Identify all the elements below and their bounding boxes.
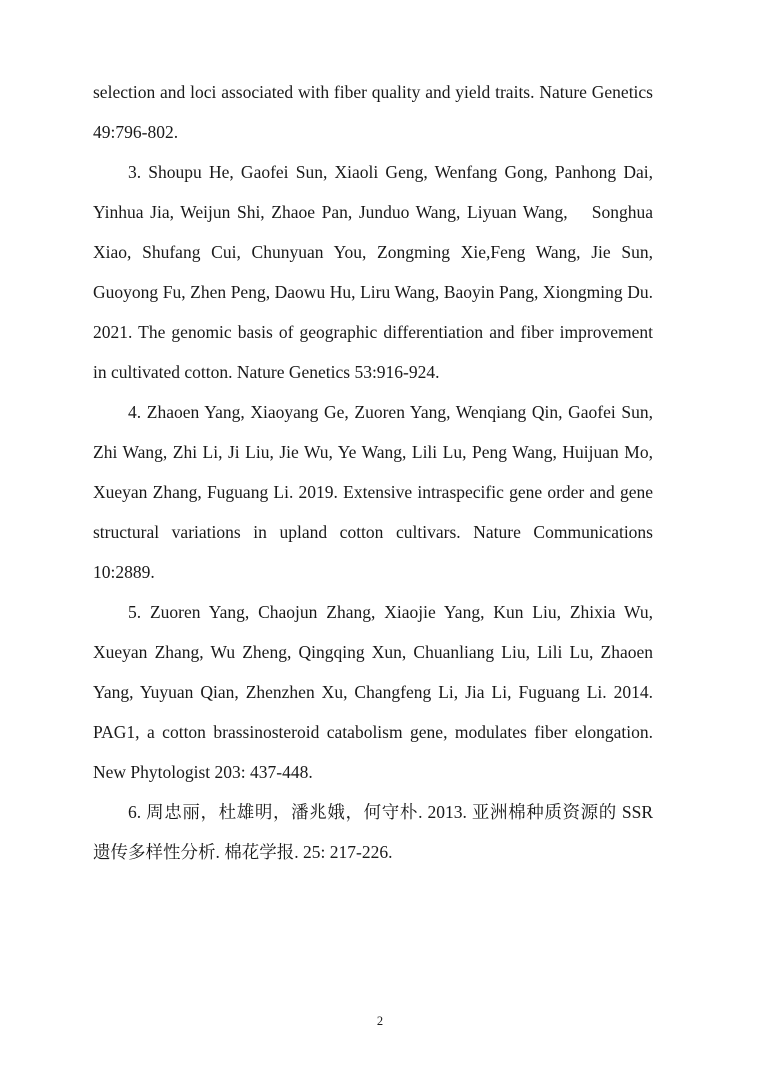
paragraph: 3. Shoupu He, Gaofei Sun, Xiaoli Geng, Wenfang Gong, Panhong Dai, Yinhua Jia, Weijun Shi, Zhaoe Pan, Junduo Wang, Liyuan Wang, Songhua Xiao, Shufang Cui, Chunyuan You, Zongming Xie,Feng Wang, Jie Sun, Guoyong Fu, Zhen Peng, Daowu Hu, Liru Wang, Baoyin Pang, Xiongming Du. 2021. The genomic basis of geographic differentiation and fiber improvement in cultivated cotton. Nature Genetics 53:916-924. xyxy=(93,162,653,382)
paragraph: 6. 周忠丽，杜雄明，潘兆娥，何守朴. 2013. 亚洲棉种质资源的 SSR 遗传多样性分析. 棉花学报. 25: 217-226. xyxy=(93,802,653,862)
paragraph: selection and loci associated with fiber quality and yield traits. Nature Genetics 49:796-802. xyxy=(93,82,653,142)
page-number: 2 xyxy=(376,1014,384,1028)
document-body xyxy=(93,72,653,872)
paragraph: 4. Zhaoen Yang, Xiaoyang Ge, Zuoren Yang, Wenqiang Qin, Gaofei Sun, Zhi Wang, Zhi Li, Ji Liu, Jie Wu, Ye Wang, Lili Lu, Peng Wang, Huijuan Mo, Xueyan Zhang, Fuguang Li. 2019. Extensive intraspecific gene order and gene structural variations in upland cotton cultivars. Nature Communications 10:2889. xyxy=(93,402,653,582)
paragraph: 5. Zuoren Yang, Chaojun Zhang, Xiaojie Yang, Kun Liu, Zhixia Wu, Xueyan Zhang, Wu Zheng, Qingqing Xun, Chuanliang Liu, Lili Lu, Zhaoen Yang, Yuyuan Qian, Zhenzhen Xu, Changfeng Li, Jia Li, Fuguang Li. 2014. PAG1, a cotton brassinosteroid catabolism gene, modulates fiber elongation. New Phytologist 203: 437-448. xyxy=(93,602,653,782)
